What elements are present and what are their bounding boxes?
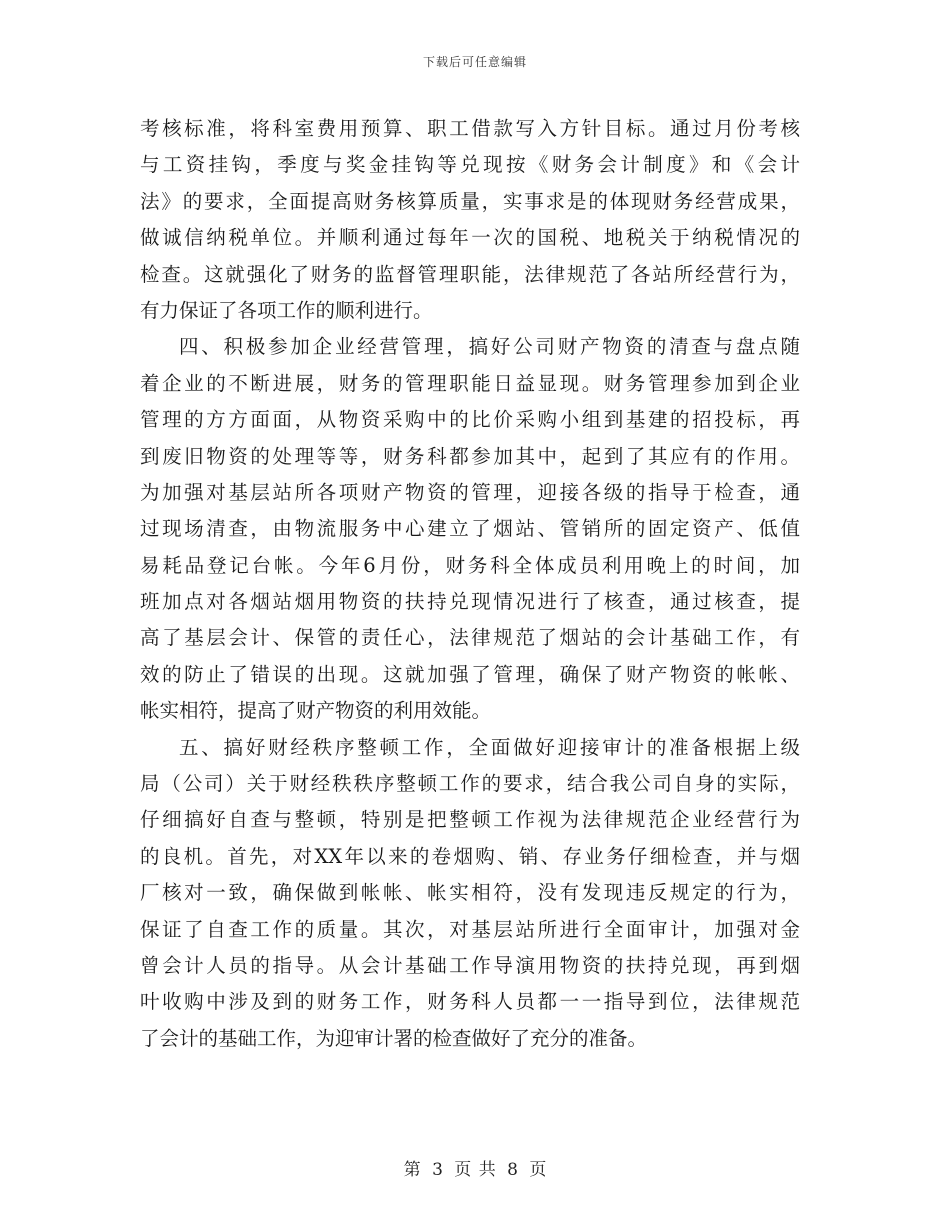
text-line: 过现场清查，由物流服务中心建立了烟站、管销所的固定资产、低值 xyxy=(140,517,800,541)
footer-suffix: 页 xyxy=(529,1160,547,1180)
text-line: 管理的方方面面，从物资采购中的比价采购小组到基建的招投标，再 xyxy=(140,408,800,432)
text-line: 考核标准，将科室费用预算、职工借款写入方针目标。通过月份考核 xyxy=(140,117,800,140)
text-line: 检查。这就强化了财务的监督管理职能，法律规范了各站所经营行为， xyxy=(140,262,800,286)
footer-prefix: 第 xyxy=(403,1160,421,1180)
text-line: 厂核对一致，确保做到帐帐、帐实相符，没有发现违反规定的行为， xyxy=(140,881,800,905)
document-body xyxy=(140,111,800,1057)
text-line: 法》的要求，全面提高财务核算质量，实事求是的体现财务经营成果， xyxy=(140,189,800,213)
text-line: 易耗品登记台帐。今年6月份，财务科全体成员利用晚上的时间，加 xyxy=(140,553,800,577)
text-line: 曾会计人员的指导。从会计基础工作导演用物资的扶持兑现，再到烟 xyxy=(140,953,800,977)
text-line: 局（公司）关于财经秩秩序整顿工作的要求，结合我公司自身的实际， xyxy=(140,772,800,796)
footer-middle: 页 共 xyxy=(454,1160,496,1180)
text-line: 做诚信纳税单位。并顺利通过每年一次的国税、地税关于纳税情况的 xyxy=(140,226,800,250)
text-line: 保证了自查工作的质量。其次，对基层站所进行全面审计，加强对金 xyxy=(140,917,800,941)
text-line: 仔细搞好自查与整顿，特别是把整顿工作视为法律规范企业经营行为 xyxy=(140,808,800,832)
text-line: 帐实相符，提高了财产物资的利用效能。 xyxy=(140,699,492,723)
current-page-number: 3 xyxy=(432,1160,443,1180)
page-header: 下载后可任意编辑 xyxy=(422,55,527,69)
text-line: 为加强对基层站所各项财产物资的管理，迎接各级的指导于检查，通 xyxy=(140,480,800,504)
text-line: 五、搞好财经秩序整顿工作，全面做好迎接审计的准备根据上级 xyxy=(179,735,800,759)
page-footer xyxy=(0,1155,950,1180)
text-line: 叶收购中涉及到的财务工作，财务科人员都一一指导到位，法律规范 xyxy=(140,990,800,1014)
text-line: 班加点对各烟站烟用物资的扶持兑现情况进行了核查，通过核查，提 xyxy=(140,590,800,614)
text-line: 到废旧物资的处理等等，财务科都参加其中，起到了其应有的作用。 xyxy=(140,444,800,468)
text-line: 高了基层会计、保管的责任心，法律规范了烟站的会计基础工作，有 xyxy=(140,626,800,650)
total-page-count: 8 xyxy=(507,1160,518,1180)
text-line: 效的防止了错误的出现。这就加强了管理，确保了财产物资的帐帐、 xyxy=(140,662,800,686)
text-line: 着企业的不断进展，财务的管理职能日益显现。财务管理参加到企业 xyxy=(140,371,800,395)
text-line: 的良机。首先，对XX年以来的卷烟购、销、存业务仔细检查，并与烟 xyxy=(140,844,800,868)
text-line: 与工资挂钩，季度与奖金挂钩等兑现按《财务会计制度》和《会计 xyxy=(140,153,800,177)
paragraph xyxy=(140,730,800,1058)
text-line: 有力保证了各项工作的顺利进行。 xyxy=(140,298,433,322)
text-line: 了会计的基础工作，为迎审计署的检查做好了充分的准备。 xyxy=(140,1026,648,1050)
text-line: 四、积极参加企业经营管理，搞好公司财产物资的清查与盘点随 xyxy=(179,335,800,359)
paragraph xyxy=(140,111,800,329)
paragraph xyxy=(140,329,800,729)
